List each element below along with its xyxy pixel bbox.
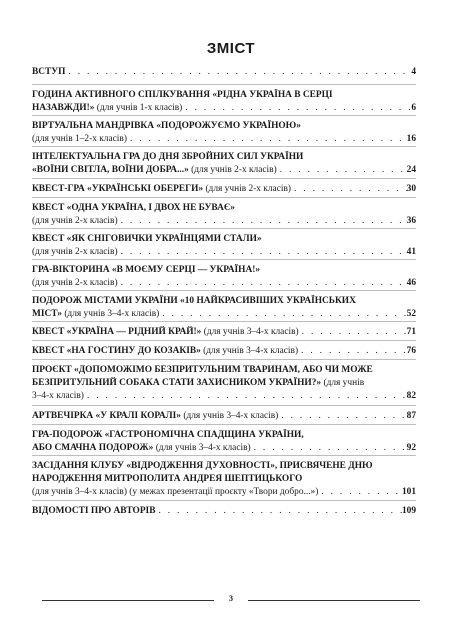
toc-entry-note: (для учнів 2-х класів) — [32, 247, 118, 257]
toc-entry-line — [32, 460, 416, 473]
toc-entry-heading: МІСТ» — [32, 309, 62, 319]
toc-entry-heading: БЕЗПРИТУЛЬНИЙ СОБАКА СТАТИ ЗАХИСНИКОМ УКРАЇНИ?» — [32, 378, 322, 388]
toc-entry-heading: КВЕСТ «ОДНА УКРАЇНА, І ДВОХ НЕ БУВАЄ» — [32, 203, 235, 213]
toc-entry-text — [32, 505, 155, 518]
toc-entry-text — [32, 442, 251, 455]
toc-entry-line — [32, 183, 416, 196]
toc-entry-heading: АБО СМАЧНА ПОДОРОЖ» — [32, 443, 154, 453]
toc-entry[interactable] — [32, 62, 416, 81]
toc-entry-line — [32, 486, 416, 499]
page-number: 3 — [229, 594, 233, 603]
toc-page-number: 30 — [406, 184, 416, 194]
toc-entry-line — [32, 151, 416, 164]
toc-leader-dots — [84, 390, 407, 403]
toc-entry[interactable] — [32, 359, 416, 405]
toc-page-number: 71 — [406, 327, 416, 337]
toc-entry-line — [32, 429, 416, 442]
toc-entry-text — [32, 152, 303, 162]
toc-entry-line — [32, 473, 416, 486]
toc-entry-text — [32, 246, 118, 259]
toc-entry-line — [32, 442, 416, 455]
toc-leader-dots — [298, 345, 407, 358]
toc-page-number: 46 — [406, 278, 416, 288]
toc-entry-heading: АРТВЕЧІРКА «У КРАЛІ КОРАЛІ» — [32, 411, 181, 421]
toc-entry-note: (для учнів 3–4-х класів) — [181, 411, 279, 421]
toc-entry-line — [32, 277, 416, 290]
toc-entry-note: (для учнів 3–4-х класів) — [61, 309, 160, 319]
toc-entry-line — [32, 326, 416, 339]
toc-entry-text — [32, 277, 118, 290]
toc-leader-dots — [127, 133, 407, 146]
toc-leader-dots — [278, 410, 406, 423]
toc-entry-heading: «ВОЇНИ СВІТЛА, ВОЇНИ ДОБРА...» — [32, 165, 189, 175]
toc-page-number: 16 — [406, 134, 416, 144]
toc-entry-note: (для учнів — [321, 378, 365, 388]
toc-entry-line — [32, 133, 416, 146]
toc-page-number: 87 — [406, 411, 416, 421]
toc-entry-heading: КВЕСТ «НА ГОСТИНУ ДО КОЗАКІВ» — [32, 346, 201, 356]
toc-leader-dots — [118, 277, 407, 290]
toc-entry-text — [32, 183, 291, 196]
toc-entry-line — [32, 233, 416, 246]
toc-entry-heading: ІНТЕЛЕКТУАЛЬНА ГРА ДО ДНЯ ЗБРОЙНИХ СИЛ УКРАЇНИ — [32, 152, 304, 162]
toc-entry[interactable] — [32, 500, 416, 520]
toc-entry-text — [32, 308, 159, 321]
toc-entry-heading: ВСТУП — [32, 67, 66, 77]
toc-entry-line — [32, 390, 416, 403]
toc-entry-text — [32, 378, 364, 388]
toc-entry-line — [32, 66, 416, 79]
toc-entry-text — [32, 365, 373, 375]
toc-entry[interactable] — [32, 228, 416, 261]
toc-entry-note: (для учнів 3–4-х класів) (у межах презентації проєкту «Твори добро...») — [32, 487, 319, 497]
toc-entry-line — [32, 164, 416, 177]
toc-entry-note: (для учнів 3–4-х класів) — [153, 443, 251, 453]
toc-entry-text — [32, 390, 84, 403]
toc-entry-line — [32, 295, 416, 308]
toc-entry-note: (для учнів 2-х класів) — [32, 278, 118, 288]
toc-entry-text — [32, 474, 302, 484]
footer-rule-right — [248, 600, 420, 601]
toc-entry-heading: КВЕСТ «УКРАЇНА — РІДНИЙ КРАЙ!» — [32, 327, 202, 337]
toc-entry-text — [32, 430, 304, 440]
toc-entry-heading: КВЕСТ-ГРА «УКРАЇНСЬКІ ОБЕРЕГИ» — [32, 184, 204, 194]
toc-entry-note: (для учнів 2-х класів) — [32, 216, 118, 226]
toc-entry-text — [32, 102, 182, 115]
toc-page-number: 6 — [411, 103, 416, 113]
toc-entry-text — [32, 133, 127, 146]
toc-leader-dots — [277, 164, 407, 177]
toc-entry-line — [32, 120, 416, 133]
toc-entry-text — [32, 66, 65, 79]
footer-rule-left — [42, 600, 214, 601]
toc-entry-heading: ПРОЄКТ «ДОПОМОЖІМО БЕЗПРИТУЛЬНИМ ТВАРИНАМ, АБО ЧИ МОЖЕ — [32, 365, 373, 375]
toc-entry-note: 3–4-х класів) — [32, 391, 84, 401]
page-title: ЗМІСТ — [206, 40, 256, 57]
toc-entry-note: (для учнів 2-х класів) — [188, 165, 277, 175]
toc-entry-text — [32, 164, 277, 177]
toc-leader-dots — [318, 486, 402, 499]
toc-entry[interactable] — [32, 259, 416, 292]
toc-entry-heading: ПОДОРОЖ МІСТАМИ УКРАЇНИ «10 НАЙКРАСИВІШИХ УКРАЇНСЬКИХ — [32, 296, 356, 306]
toc-entry-line — [32, 264, 416, 277]
toc-entry-line — [32, 377, 416, 390]
toc-page-number: 4 — [411, 67, 416, 77]
toc-entry-line — [32, 89, 416, 102]
toc-entry[interactable] — [32, 340, 416, 360]
toc-entry-text — [32, 296, 356, 306]
toc-entry-line — [32, 202, 416, 215]
toc-entry-line — [32, 308, 416, 321]
toc-entry-text — [32, 410, 278, 423]
toc-entry-text — [32, 121, 301, 131]
toc-leader-dots — [299, 326, 407, 339]
toc-entry[interactable] — [32, 146, 416, 179]
toc-entry-text — [32, 461, 373, 471]
toc-entry-text — [32, 215, 118, 228]
toc-leader-dots — [155, 505, 401, 518]
toc-entry-line — [32, 505, 416, 518]
toc-entry-note: (для учнів 3–4-х класів) — [201, 327, 299, 337]
toc-entry-heading: ГРА-ВІКТОРИНА «В МОЄМУ СЕРЦІ — УКРАЇНА!» — [32, 265, 261, 275]
toc-entry-line — [32, 364, 416, 377]
toc-entry-note: (для учнів 1-х класів) — [94, 103, 183, 113]
toc-page-number: 41 — [406, 247, 416, 257]
toc-page-number: 82 — [406, 391, 416, 401]
toc-leader-dots — [118, 246, 407, 259]
toc-leader-dots — [159, 308, 406, 321]
toc-entry-note: (для учнів 3–4-х класів) — [200, 346, 299, 356]
toc-entry[interactable] — [32, 424, 416, 457]
toc-leader-dots — [291, 183, 407, 196]
toc-leader-dots — [65, 66, 411, 79]
toc-entry-heading: ЗАСІДАННЯ КЛУБУ «ВІДРОДЖЕННЯ ДУХОВНОСТІ», ПРИСВЯЧЕНЕ ДНЮ — [32, 461, 373, 471]
toc-entry-heading: КВЕСТ «ЯК СНІГОВИЧКИ УКРАЇНЦЯМИ СТАЛИ» — [32, 234, 262, 244]
toc-entry[interactable] — [32, 197, 416, 230]
toc-entry[interactable] — [32, 178, 416, 198]
toc-entry-line — [32, 345, 416, 358]
toc-entry-line — [32, 410, 416, 423]
toc-leader-dots — [251, 442, 407, 455]
toc-entry[interactable] — [32, 115, 416, 148]
toc-entry-heading: НАЗАВЖДИ!» — [32, 103, 95, 113]
toc-page-number: 101 — [401, 487, 416, 497]
toc-entry-heading: НАРОДЖЕННЯ МИТРОПОЛИТА АНДРЕЯ ШЕПТИЦЬКОГО — [32, 474, 303, 484]
toc-entry-text — [32, 90, 333, 100]
toc-page-number: 92 — [406, 443, 416, 453]
toc-entry-note: (для учнів 1–2-х класів) — [32, 134, 127, 144]
toc-entry-heading: ГОДИНА АКТИВНОГО СПІЛКУВАННЯ «РІДНА УКРАЇНА В СЕРЦІ — [32, 90, 333, 100]
toc-entry[interactable] — [32, 84, 416, 117]
toc-page-number: 76 — [406, 346, 416, 356]
toc-entry-note: (для учнів 2-х класів) — [203, 184, 292, 194]
toc-entry-heading: ВІРТУАЛЬНА МАНДРІВКА «ПОДОРОЖУЄМО УКРАЇНОЮ» — [32, 121, 301, 131]
toc-entry-heading: ВІДОМОСТІ ПРО АВТОРІВ — [32, 506, 156, 516]
toc-leader-dots — [182, 102, 411, 115]
toc-entry-heading: ГРА-ПОДОРОЖ «ГАСТРОНОМІЧНА СПАДЩИНА УКРАЇНИ, — [32, 430, 304, 440]
toc-page-number: 52 — [406, 309, 416, 319]
toc-entry[interactable] — [32, 455, 416, 501]
toc-page-number: 109 — [401, 506, 416, 516]
toc-entry-text — [32, 345, 298, 358]
toc-page-number: 36 — [406, 216, 416, 226]
toc-entry-text — [32, 326, 299, 339]
toc-page-number: 24 — [406, 165, 416, 175]
toc-entry-text — [32, 486, 318, 499]
toc-entry[interactable] — [32, 321, 416, 341]
toc-entry-line — [32, 246, 416, 259]
toc-entry[interactable] — [32, 405, 416, 425]
toc-entry-line — [32, 102, 416, 115]
toc-leader-dots — [118, 215, 407, 228]
toc-entry-line — [32, 215, 416, 228]
toc-entry[interactable] — [32, 290, 416, 323]
toc-entry-text — [32, 265, 260, 275]
toc-entry-text — [32, 203, 235, 213]
toc-entry-text — [32, 234, 262, 244]
